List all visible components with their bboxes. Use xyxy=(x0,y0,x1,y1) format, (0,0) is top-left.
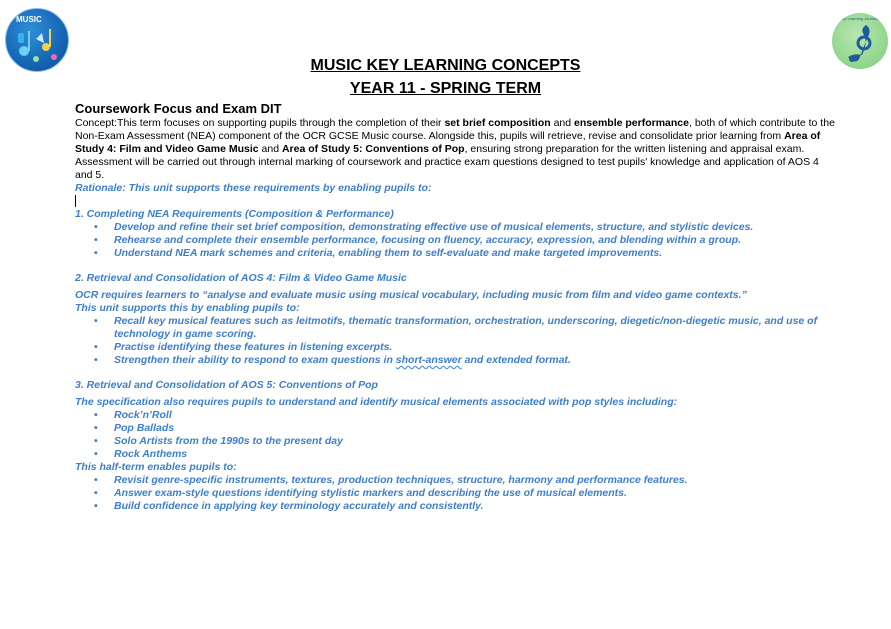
list-item: • Answer exam-style questions identifying stylistic markers and describing the use of musical elements. xyxy=(114,487,835,500)
page-subtitle: YEAR 11 - SPRING TERM xyxy=(349,80,542,97)
concept-text: Concept:This term focuses on supporting pupils through the completion of their xyxy=(75,117,445,129)
list-item-text: and extended format. xyxy=(461,354,571,366)
concept-bold: Area of Study 4: Film and Video Game Music xyxy=(75,130,821,155)
spellcheck-word[interactable]: short-answer xyxy=(395,354,462,366)
list-item: • Solo Artists from the 1990s to the present day xyxy=(114,435,835,448)
section2-intro: OCR requires learners to “analyse and evaluate music using musical vocabulary, including music from film and video game contexts.” xyxy=(75,289,747,301)
spacer xyxy=(75,260,835,272)
section3-intro2: This half-term enables pupils to: xyxy=(75,461,237,473)
concept-text: , both of which contribute to the Non-Exam Assessment (NEA) component of the OCR GCSE Music course. Alongside this, pupils will retrieve, revise and consolidate prior learning from xyxy=(75,117,835,142)
list-item-text: Strengthen their ability to respond to exam questions in xyxy=(114,354,396,366)
concept-bold: ensemble performance xyxy=(574,117,689,129)
concept-paragraph xyxy=(75,117,835,182)
list-item xyxy=(114,354,835,367)
text-cursor-line xyxy=(75,195,835,208)
list-item: • Understand NEA mark schemes and criteria, enabling them to self-evaluate and make targeted improvements. xyxy=(114,247,835,260)
concept-text: and xyxy=(550,117,575,129)
concept-bold: Area of Study 5: Conventions of Pop xyxy=(281,143,465,155)
section2-list xyxy=(75,315,835,367)
text-cursor xyxy=(75,195,76,207)
pop-styles-list xyxy=(75,409,835,461)
list-item: • Recall key musical features such as leitmotifs, thematic transformation, orchestration, underscoring, diegetic/non-diegetic music, and use of technology in game scoring. xyxy=(114,315,835,341)
spacer xyxy=(75,367,835,379)
concept-text: , ensuring strong preparation for the written listening and appraisal exam. Assessment will be carried out through internal marking of coursework and practice exam questions designed to test pupils' knowledge and application of AOS 4 and 5. xyxy=(75,143,819,181)
concept-text: and xyxy=(258,143,282,155)
concept-bold: set brief composition xyxy=(444,117,551,129)
learning-journey-logo-text: My Learning Journey xyxy=(841,16,879,21)
list-item: • Revisit genre-specific instruments, textures, production techniques, structure, harmony and performance features. xyxy=(114,474,835,487)
section3-intro: The specification also requires pupils to understand and identify musical elements associated with pop styles including: xyxy=(75,396,678,408)
document-body xyxy=(75,101,835,513)
list-item: • Build confidence in applying key terminology accurately and consistently. xyxy=(114,500,835,513)
focus-heading: Coursework Focus and Exam DIT xyxy=(75,101,282,116)
list-item: • Practise identifying these features in listening excerpts. xyxy=(114,341,835,354)
list-item: • Rock Anthems xyxy=(114,448,835,461)
section1-heading: 1. Completing NEA Requirements (Composition & Performance) xyxy=(75,208,394,220)
music-logo-text: MUSIC xyxy=(16,15,42,24)
page-title: MUSIC KEY LEARNING CONCEPTS xyxy=(310,57,581,74)
list-item: • Rock’n’Roll xyxy=(114,409,835,422)
section3-heading: 3. Retrieval and Consolidation of AOS 5: Conventions of Pop xyxy=(75,379,378,391)
list-item: • Develop and refine their set brief composition, demonstrating effective use of musical elements, structure, and stylistic devices. xyxy=(114,221,835,234)
section2-intro2: This unit supports this by enabling pupils to: xyxy=(75,302,300,314)
section3-list xyxy=(75,474,835,513)
list-item: • Rehearse and complete their ensemble performance, focusing on fluency, accuracy, expression, and blending within a group. xyxy=(114,234,835,247)
list-item: • Pop Ballads xyxy=(114,422,835,435)
section1-list xyxy=(75,221,835,260)
section2-heading: 2. Retrieval and Consolidation of AOS 4: Film & Video Game Music xyxy=(75,272,407,284)
rationale-line: Rationale: This unit supports these requirements by enabling pupils to: xyxy=(75,182,432,194)
